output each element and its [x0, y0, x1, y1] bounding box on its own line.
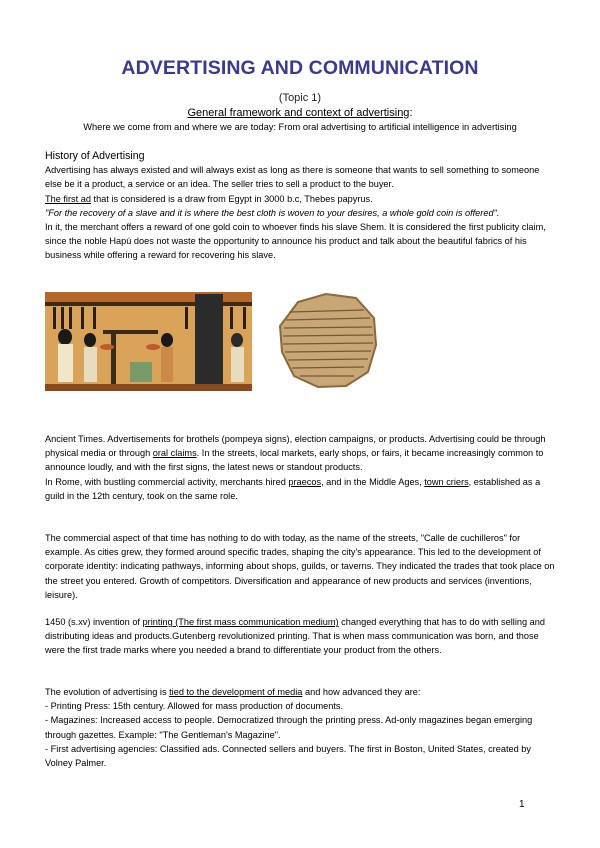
- ancient-paragraph-1: [45, 432, 557, 475]
- papyrus-quote: "For the recovery of a slave and it is where the best cloth is woven to your desires, a whole gold coin is offered".: [45, 207, 500, 218]
- first-ad-text: that is considered is a draw from Egypt in 3000 b.c, Thebes papyrus.: [90, 193, 373, 204]
- history-section: [45, 149, 557, 263]
- printing-section: [45, 615, 557, 658]
- praecos-term: praecos: [288, 476, 322, 487]
- history-paragraph-1: Advertising has always existed and will always exist as long as there is someone that wants to sell something to someone else be it a product, a service or an idea. The seller tries to sell a product to the buyer.: [45, 165, 540, 190]
- evolution-item: - Magazines: Increased access to people. Democratized through the printing press. Ad-only magazines began emerging through gazettes. Example: "The Gentleman's Magazine".: [45, 715, 533, 740]
- town-criers-term: town criers: [424, 476, 469, 487]
- topic-label: (Topic 1): [278, 92, 322, 104]
- framework-text: General framework and context of advertising: [187, 107, 410, 119]
- ancient-text-2: In Rome, with bustling commercial activity, merchants hired: [45, 476, 289, 487]
- oral-claims-term: oral claims: [152, 448, 197, 459]
- ancient-paragraph-2: [45, 475, 557, 503]
- history-paragraph-2: In it, the merchant offers a reward of one gold coin to whoever finds his slave Shem. It is considered the first publicity claim, since the noble Hapú does not waste the opportunity to announce his product and talk about the beautiful fabrics of his business while offering a reward for recovering his slave.: [45, 222, 546, 261]
- evolution-section: [45, 685, 557, 770]
- media-development-term: tied to the development of media: [169, 687, 303, 697]
- evolution-item: - First advertising agencies: Classified ads. Connected sellers and buyers. The first in Boston, United States, created by Volney Palmer.: [45, 743, 531, 769]
- ancient-text-1: Ancient Times. Advertisements for brothels (pompeya signs), election campaigns, or products. Advertising could be through physical media or through: [45, 434, 546, 459]
- document-title: ADVERTISING AND COMMUNICATION: [121, 57, 479, 79]
- ancient-text-2-mid: , and in the Middle Ages,: [321, 476, 425, 487]
- ancient-times-section: [45, 432, 557, 503]
- egyptian-papyrus-image: [45, 292, 252, 391]
- ancient-text-1-rest: . In the streets, local markets, early shops, or fairs, it became increasingly common to announce loudly, and with the first signs, the latest news or standout products.: [45, 448, 544, 473]
- evolution-rest: and how advanced they are:: [302, 687, 421, 697]
- evolution-intro: [45, 685, 557, 699]
- printing-term: printing (The first mass communication medium): [142, 617, 339, 627]
- first-ad-paragraph: [45, 192, 557, 206]
- commercial-section: [45, 531, 557, 602]
- page-number: 1: [519, 799, 525, 810]
- evolution-item: - Printing Press: 15th century. Allowed for mass production of documents.: [45, 701, 344, 712]
- document-subtitle: Where we come from and where we are today: From oral advertising to artificial intelligence in advertising: [83, 122, 517, 132]
- commercial-paragraph: The commercial aspect of that time has nothing to do with today, as the name of the streets, "Calle de cuchilleros" for example. As cities grew, they formed around specific trades, shaping the city's appearance. This led to the development of corporate identity: indicating pathways, informing about shops, guilds, or taverns. They indicated the trades that took place on the street you entered. Growth of competitors. Diversification and appearance of new products and services (inventions, leisure).: [45, 533, 555, 600]
- printing-lead: 1450 (s.xv) invention of: [45, 617, 143, 627]
- framework-heading: [0, 107, 600, 119]
- printing-rest: changed everything that has to do with selling and distributing ideas and products.Gutenberg revolutionized printing. That is when mass communication was born, and those were the first trade marks where you needed a brand to differentiate your product from the others.: [45, 617, 545, 656]
- printing-paragraph: [45, 615, 557, 658]
- ancient-text-2-rest: , established as a guild in the 12th century, took on the same role.: [45, 476, 541, 501]
- framework-colon: :: [409, 107, 413, 119]
- evolution-lead: The evolution of advertising is: [45, 687, 170, 697]
- history-heading: History of Advertising: [45, 150, 145, 162]
- papyrus-fragment-image: [276, 290, 381, 390]
- first-ad-label: The first ad: [45, 193, 91, 204]
